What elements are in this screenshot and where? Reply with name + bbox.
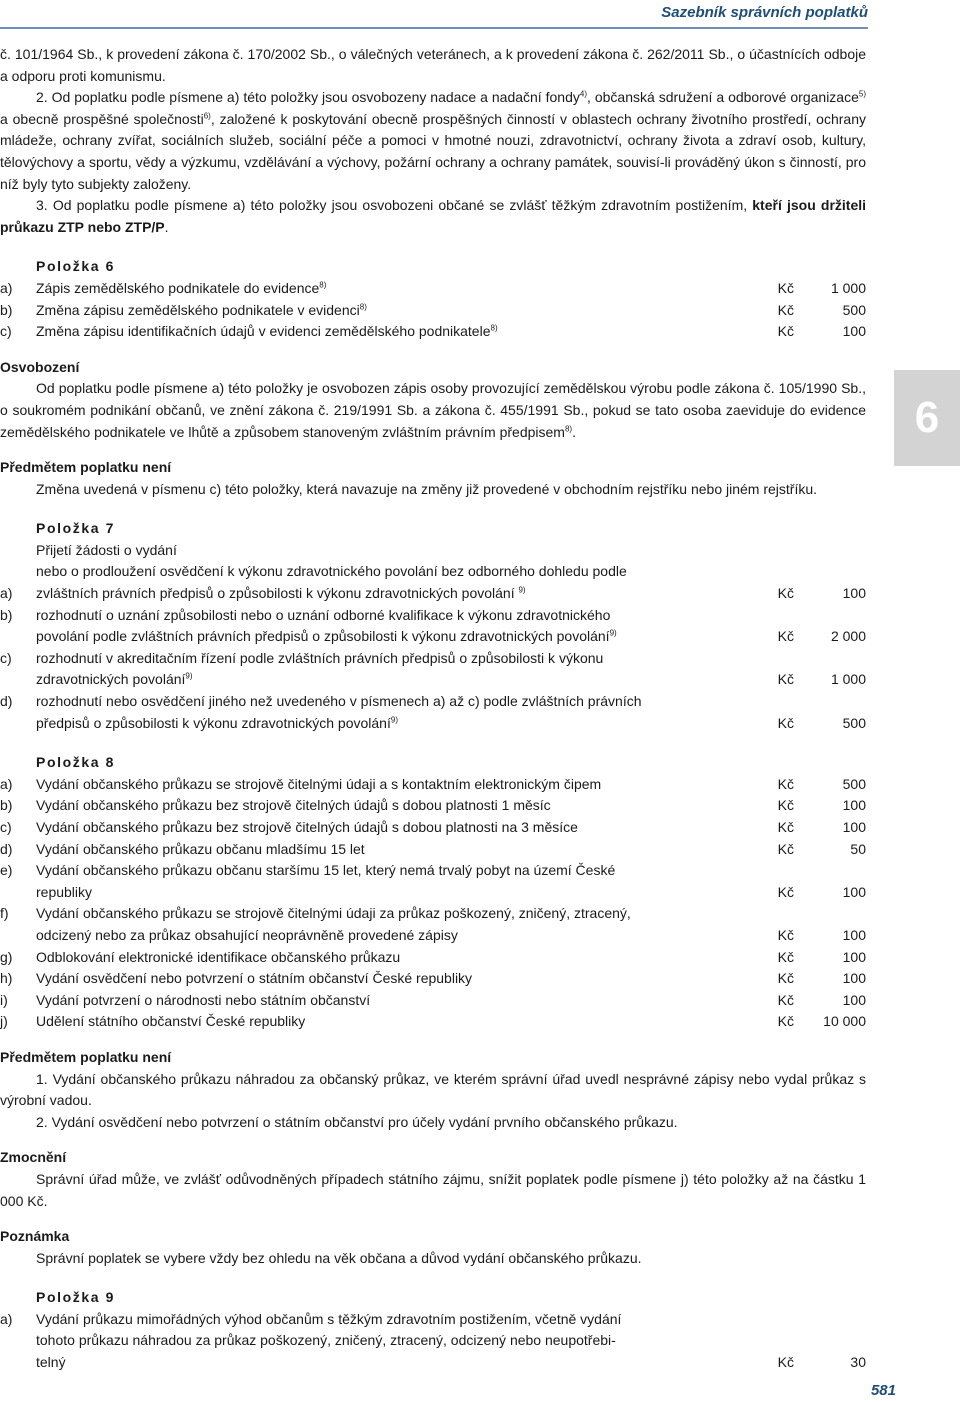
intro-line: č. 101/1964 Sb., k provedení zákona č. 170/2002 Sb., o válečných veteránech, a k provedení zákona č. 262/2011 Sb., o účastnících odboje a odporu proti komunismu. <box>0 46 866 84</box>
polozka-7-subtitle: Přijetí žádosti o vydání <box>36 541 177 558</box>
zmocneni-text: Správní úřad může, ve zvlášť odůvodněných případech státního zájmu, snížit poplatek podle písmene j) této položky až na částku 1 000 Kč. <box>0 1170 866 1209</box>
section-title-predmetem-8: Předmětem poplatku není <box>0 1048 172 1065</box>
section-title-osvobozeni: Osvobození <box>0 358 80 375</box>
fee-row: h) Vydání osvědčení nebo potvrzení o státním občanství České republiky Kč 100 <box>0 970 866 987</box>
fee-row: g) Odblokování elektronické identifikace občanského průkazu Kč 100 <box>0 948 866 965</box>
fee-row: a) nebo o prodloužení osvědčení k výkonu zdravotnického povolání bez odborného dohledu podle zvláštních právních předpisů o způsobilosti k výkonu zdravotnických povolání $^{9)}$ Kč 100 <box>0 563 866 602</box>
polozka-6-items <box>0 278 866 343</box>
fee-row: c) Vydání občanského průkazu bez strojově čitelných údajů s dobou platnosti na 3 měsíce Kč 100 <box>0 819 866 835</box>
chapter-tab-label: 6 <box>914 393 940 443</box>
fee-row: a) Vydání průkazu mimořádných výhod občanům s těžkým zdravotním postižením, včetně vydání tohoto průkazu náhradou za průkaz poškozený, zničený, ztracený, odcizený nebo neupotřebi- telný Kč 30 <box>0 1310 866 1371</box>
running-head: Sazebník správních poplatků <box>661 4 868 21</box>
section-title-zmocneni: Zmocnění <box>0 1149 67 1166</box>
document-body <box>0 44 866 1374</box>
fee-row: a) Vydání občanského průkazu se strojově čitelnými údaji a s kontaktním elektronickým čipem Kč 500 <box>0 775 866 792</box>
fee-row: f) Vydání občanského průkazu se strojově čitelnými údaji za průkaz poškozený, zničený, ztracený, odcizený nebo za průkaz obsahující neoprávněně provedené zápisy Kč 100 <box>0 905 866 943</box>
polozka-7-title: Položka 7 <box>36 520 115 537</box>
poznamka-text: Správní poplatek se vybere vždy bez ohledu na věk občana a důvod vydání občanského průkazu. <box>36 1249 642 1266</box>
intro-para-3: 3. Od poplatku podle písmene a) této položky jsou osvobozeni občané se zvlášť těžkým zdravotním postižením, kteří jsou držiteli průkazu ZTP nebo ZTP/P. <box>0 197 867 235</box>
section-title-predmetem: Předmětem poplatku není <box>0 459 172 476</box>
fee-row: b) Změna zápisu zemědělského podnikatele v evidenci$^{8)}$ Kč 500 <box>0 301 866 318</box>
fee-row: i) Vydání potvrzení o národnosti nebo státním občanství Kč 100 <box>0 991 866 1008</box>
fee-row: c) Změna zápisu identifikačních údajů v evidenci zemědělského podnikatele$^{8)}$ Kč 100 <box>0 323 866 340</box>
polozka-9-title: Položka 9 <box>36 1289 115 1306</box>
page-number: 581 <box>870 1382 896 1399</box>
osvobozeni-text: Od poplatku podle písmene a) této položky je osvobozen zápis osoby provozující zemědělskou výrobu podle zákona č. 105/1990 Sb., o soukromém podnikání občanů, ve znění zákona č. 219/1991 Sb. a zákona č. 455/1991 Sb., pokud se tato osoba zaeviduje do evidence zemědělského podnikatele ve lhůtě a způsobem stanoveným zvláštním právním předpisem$^{8)}$. <box>0 380 866 440</box>
predmetem-text: Změna uvedená v písmenu c) této položky, která navazuje na změny již provedené v obchodním rejstříku nebo jiném rejstříku. <box>36 480 818 497</box>
intro-para-2: 2. Od poplatku podle písmene a) této položky jsou osvobozeny nadace a nadační fondy$^{4)}$, občanská sdružení a odborové organizace$^{5)}$ a obecně prospěšné společnosti$^{6)}$, založené k poskytování obecně prospěšných činností v oblastech ochrany životního prostředí, ochrany mládeže, ochrany zvířat, sociálních služeb, sociální péče a pomoci v hmotné nouzi, zdravotnictví, ochrany života a zdraví osob, kultury, tělovýchovy a sportu, vědy a výzkumu, vzdělávání a výchovy, požární ochrany a ochrany památek, souvisí-li prováděný úkon s činností, pro níž byly tyto subjekty založeny. <box>0 89 866 192</box>
polozka-6-title: Položka 6 <box>36 258 115 275</box>
chapter-tab <box>894 370 960 466</box>
section-title-poznamka: Poznámka <box>0 1228 70 1245</box>
fee-row: e) Vydání občanského průkazu občanu staršímu 15 let, který nemá trvalý pobyt na území České republiky Kč 100 <box>0 862 866 900</box>
fee-row: c) rozhodnutí v akreditačním řízení podle zvláštních právních předpisů o způsobilosti k výkonu zdravotnických povolání$^{9)}$ Kč 1 000 <box>0 649 866 688</box>
polozka-8-items <box>0 774 866 1033</box>
fee-row: j) Udělení státního občanství České republiky Kč 10 000 <box>0 1013 866 1030</box>
fee-row: b) rozhodnutí o uznání způsobilosti nebo o uznání odborné kvalifikace k výkonu zdravotnického povolání podle zvláštních právních předpisů o způsobilosti k výkonu zdravotnických povolání$^{9)}$ Kč 2 000 <box>0 606 866 645</box>
header-rule <box>0 27 868 29</box>
predmetem-item-1: 1. Vydání občanského průkazu náhradou za občanský průkaz, ve kterém správní úřad uvedl nesprávné zápisy nebo vydal průkaz s výrobní vadou. <box>0 1070 866 1109</box>
fee-row: d) Vydání občanského průkazu občanu mladšímu 15 let Kč 50 <box>0 840 866 857</box>
fee-row: a) Zápis zemědělského podnikatele do evidence$^{8)}$ Kč 1 000 <box>0 279 866 296</box>
predmetem-item-2: 2. Vydání osvědčení nebo potvrzení o státním občanství pro účely vydání prvního občanského průkazu. <box>36 1113 678 1130</box>
polozka-7-items <box>0 561 866 734</box>
fee-row: b) Vydání občanského průkazu bez strojově čitelných údajů s dobou platnosti 1 měsíc Kč 100 <box>0 797 866 814</box>
polozka-8-title: Položka 8 <box>36 754 115 771</box>
fee-row: d) rozhodnutí nebo osvědčení jiného než uvedeného v písmenech a) až c) podle zvláštních právních předpisů o způsobilosti k výkonu zdravotnických povolání$^{9)}$ Kč 500 <box>0 693 866 731</box>
